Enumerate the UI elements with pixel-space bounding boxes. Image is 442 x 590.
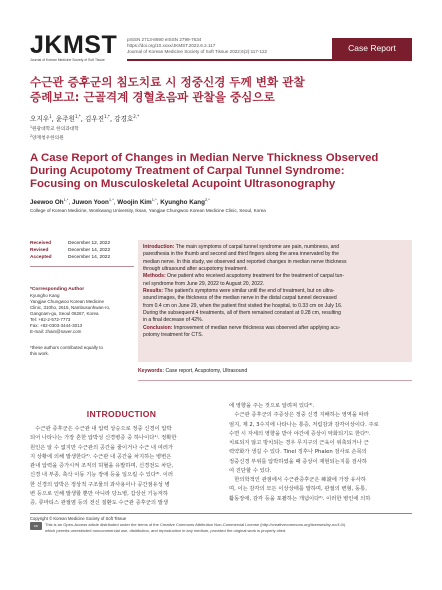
author-name: 윤주원 [55, 115, 75, 123]
body-line: 한 신경의 압박은 정상적 구조물의 과사용이나 공간점유성 병 [30, 481, 170, 488]
citation-line: Journal of Korean Medicine Society of Soft Tissue 2022;6(2):117-122 [127, 49, 268, 54]
keywords-label: Keywords: [138, 368, 165, 374]
abstract-label: Introduction: [143, 244, 175, 250]
corr-line: Fax: +82-0303-3444-3013 [30, 322, 83, 328]
abstract-label: Methods: [143, 273, 166, 280]
keywords-list: Case report, Acupotomy, Ultrasound [164, 368, 248, 374]
abstract-results: Results: The patient's symptoms were similar until the end of treatment, but on ultra- sound images, the thickness of the median nerve in the distal carpal tunnel decreased from 0.4 cm on June 29, when the patient first visited the hospital, to 0.33 cm on July 16. During the subsequent 4 treatments, all of them remained constant at 0.28 cm, resulting in a final decrease of 42%. [143, 288, 343, 324]
abstract-introduction: Introduction: The main symptoms of carpal tunnel syndrome are pain, numbness, and paresthesia in the thumb and second and third fingers along the area innervated by the median nerve. In this study, we observed and reported changes in median nerve thickness through ultrasound after acupotomy treatment. [143, 244, 347, 273]
corr-line: Yangjae Chungwoo Korean Medicine [30, 298, 104, 304]
body-line: 관내 압력을 증가시켜 조직의 허혈을 유발하며, 신경전도 차단, [30, 463, 174, 469]
author-name: Kyungho Kang [160, 199, 205, 206]
license-text: This is an Open-Access article distributed under the terms of the Creative Commons Attribution Non-Commercial License (http://creativecommons.org/licenses/by-nc/4.0/) which permits unrestricted noncommercial use, distribution, and reproduction in any medium, provided the original work is properly cited. [45, 522, 346, 533]
body-line: 변 등으로 인해 발생할 뿐만 아니라 당뇨병, 갑상선 기능저하 [30, 490, 168, 497]
body-line: 치료되지 않고 방치되는 경우 무지구의 근육이 위축되거나 근 [229, 440, 369, 446]
section-heading-introduction: INTRODUCTION [86, 409, 157, 419]
info-divider [30, 266, 134, 267]
author-sup: 2,* [133, 114, 140, 119]
abstract-box [138, 240, 412, 362]
corresponding-author-heading: *Corresponding Author [30, 286, 85, 292]
equal-contribution-note: *these authors contributed equally to this work. [30, 344, 104, 356]
body-column-left [30, 425, 215, 508]
author-sup: 1,* [74, 114, 81, 119]
author-sup: 2,* [204, 197, 210, 202]
corr-line: Gangnam-gu, Seoul 06267, Korea [30, 310, 99, 316]
corr-line: Tel: +82-2-572-7773 [30, 316, 71, 322]
body-line: 정중신경 부위를 압박하였을 때 증상이 재현되는지를 검사하 [229, 458, 368, 465]
date-received: Received December 12, 2022 [30, 241, 111, 246]
body-line: 며, 이는 감각의 모든 이상상태를 말하며, 관절의 변형, 동통, [229, 486, 367, 493]
affiliation-text: 양재청우한의원 [32, 136, 64, 141]
english-title-line: Focusing on Musculoskeletal Acupoint Ultrasonography [30, 178, 336, 191]
author-sup: 1,* [151, 197, 157, 202]
author-sup: 1 [49, 114, 52, 119]
affiliation [30, 133, 79, 142]
korean-title [30, 75, 412, 105]
journal-header [0, 0, 442, 62]
korean-affiliations [30, 124, 79, 142]
body-line: 증, 류마티스 관절염 등의 전신 질환도 수근관 증후군의 발생 [30, 500, 168, 506]
english-authors: Jeewoo $Oh^{1,*}$, Juwon Yoon$^{1,*}$, Woojin Kim$^{1,*}$, Kyungho Kang$^{2,*}$ [30, 197, 210, 206]
korean-title-line: 수근관 증후군의 침도치료 시 정중신경 두께 변화 관찰 [30, 75, 305, 89]
abstract-methods: Methods: One patient who received acupotomy treatment for the treatment of carpal tun- nel syndrome from June 29, 2022 to August 20, 2022. [143, 273, 345, 287]
abstract-label: Results: [143, 288, 164, 295]
body-line: 엄지, 제 2, 3수지에 나타나는 통증, 저림감과 감각이상이다. 주로 [229, 421, 379, 428]
corresponding-author-details [30, 293, 134, 335]
author-sup: 1,* [104, 114, 110, 119]
author-name: Woojin Kim [117, 199, 152, 206]
body-line: 수근관 증후군의 주증상은 정중 신경 지배하는 영역을 따라 [229, 412, 369, 419]
body-line: 신경 내 부종, 축삭 이동 기능 장애 등을 일으킬 수 있다³⁾. 이러 [30, 472, 174, 479]
doi-link[interactable]: https://doi.org/10.xxxx/JKMST.2022.6.2.117 [127, 43, 216, 48]
date-accepted: Accepted December 14, 2022 [30, 255, 111, 260]
english-title-line: A Case Report of Changes in Median Nerve Thickness Observed [30, 152, 379, 164]
affiliation-sup: 2 [30, 134, 33, 138]
abstract-label: Conclusion: [143, 324, 173, 331]
creative-commons-icon: cc [30, 522, 42, 530]
body-line: 되어 나타나는 가장 흔한 압박성 신경병증 중 하나이다¹⁾. 정확한 [30, 435, 177, 442]
author-name: Juwon Yoon [72, 199, 109, 206]
date-revised: Revised December 14, 2022 [30, 248, 111, 253]
body-line: 수근관 증후군은 수근관 내 압력 상승으로 정중 신경이 압박 [30, 426, 172, 432]
article-type-badge: Case Report [332, 38, 412, 59]
korean-authors: 오지우$^1$, 윤주원$^{1,*}$, 김우진$^{1,*}$, 강경호$^{2,*}$ [30, 114, 140, 123]
affiliation-sup: 1 [30, 125, 33, 129]
body-line: 한의학적인 관점에서 수근관증후군은 痺證에 가장 유사하 [229, 477, 366, 483]
journal-logo: JKMST [30, 31, 118, 59]
body-column-right [229, 402, 412, 504]
author-sup: 1,* [63, 197, 69, 202]
journal-logo-subtitle: Journal of Korean Medicine Society of Soft Tissue [30, 58, 105, 62]
author-sup: 1,* [108, 197, 114, 202]
author-name: 오지우 [30, 115, 50, 123]
header-divider [127, 59, 412, 61]
issn-line: pISSN 2713-8690 eISSN 2799-7634 [127, 37, 202, 42]
article-dates [30, 240, 134, 261]
author-name: 김우진 [85, 115, 105, 123]
abstract-conclusion: Conclusion: Improvement of median nerve thickness was observed after applying acu- potomy treatment for CTS. [143, 324, 341, 339]
body-line: 수면 시 자세의 영향을 받아 야간에 증상이 악화되기도 한다⁵⁾. [229, 430, 371, 437]
footer-divider [30, 513, 412, 514]
affiliation-text: 원광대학교 한의과대학 [32, 127, 79, 132]
english-title-line: During Acupotomy Treatment of Carpal Tunnel Syndrome: [30, 165, 345, 178]
article-info-column [30, 240, 134, 357]
body-line: 력약화가 생길 수 있다. Tinel 징후나 Phalen 검사로 손목의 [229, 449, 367, 456]
journal-meta [127, 37, 267, 55]
body-line: 여 진단할 수 있다. [229, 467, 272, 474]
english-title [30, 152, 412, 192]
keywords [138, 368, 412, 374]
body-line: 활동장애, 감각 등을 포괄하는 개념이다⁶⁾. 이러한 병인에 의하 [229, 495, 371, 502]
body-line: 원인은 알 수 없지만 수근관의 공간을 줄이거나 수근 내 여러가 [30, 444, 174, 451]
affiliation [30, 124, 79, 133]
keywords-divider [138, 380, 412, 381]
corr-line: Clinic, 310ho, 2615, Nambusunhwan-ro, [30, 304, 111, 310]
copyright-notice: Copyright © Korean Medicine Society of Soft Tissue [30, 516, 127, 521]
body-line: 에 영향을 주는 것으로 알려져 있다⁴⁾. [229, 403, 315, 409]
corr-line: Kyungho Kang [30, 292, 60, 298]
body-line: 지 상황에 의해 발생한다²⁾. 수근관 내 공간을 차지하는 병변은 [30, 453, 172, 460]
author-name: Jeewoo Oh [30, 199, 64, 206]
corr-email[interactable]: E-mail: zhain@naver.com [30, 328, 82, 334]
english-affiliation: College of Korean Medicine, Wonkwang University, Iksan, Yangjae Chungwoo Korean Medicine Clinic, Seoul, Korea [30, 208, 266, 213]
author-name: 강경호 [114, 115, 134, 123]
korean-title-line: 증례보고: 근골격계 경혈초음파 관찰을 중심으로 [30, 90, 275, 104]
